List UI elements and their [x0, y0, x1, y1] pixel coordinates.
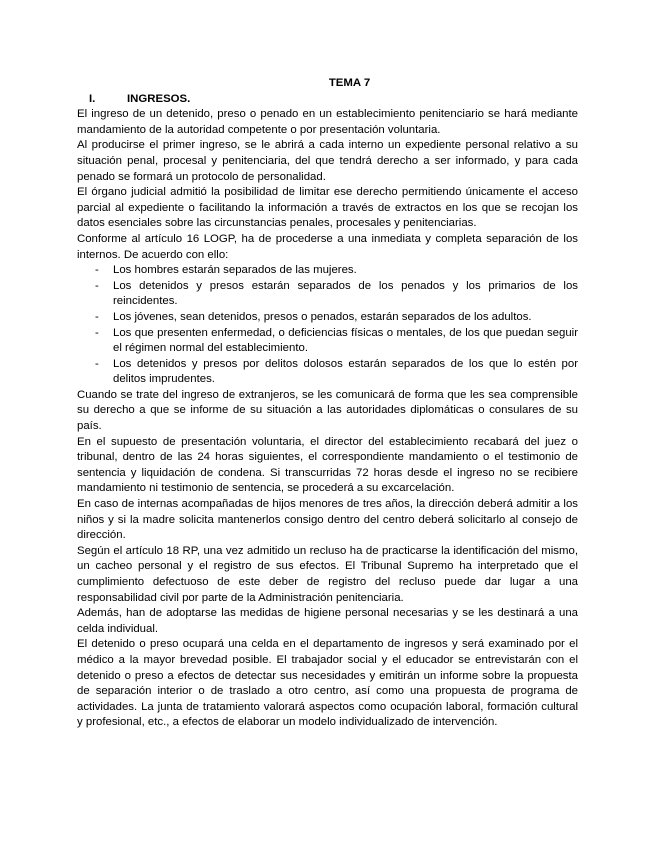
list-item-text: Los jóvenes, sean detenidos, presos o penados, estarán separados de los adultos.: [113, 310, 532, 323]
paragraph: El órgano judicial admitió la posibilidad de limitar ese derecho permitiendo únicamente el acceso parcial al expediente o facilitando la información a través de extractos en los que se recojan los datos esenciales sobre las circunstancias penales, procesales y penitenciarias.: [77, 186, 578, 230]
list-item: [77, 263, 578, 279]
paragraph: Según el artículo 18 RP, una vez admitido un recluso ha de practicarse la identificación del mismo, un cacheo personal y el registro de sus efectos. El Tribunal Supremo ha interpretado que el cumplimiento defectuoso de este deber de registro del recluso puede dar lugar a una responsabilidad civil por parte de la Administración penitenciaria.: [77, 544, 578, 604]
document-body: [77, 76, 578, 731]
section-number: I.: [89, 92, 96, 105]
section-label: INGRESOS.: [127, 92, 191, 105]
paragraph: El detenido o preso ocupará una celda en el departamento de ingresos y será examinado por el médico a la mayor brevedad posible. El trabajador social y el educador se entrevistarán con el detenido o preso a efectos de detectar sus necesidades y emitirán un informe sobre la propuesta de separación interior o de traslado a otro centro, así como una propuesta de programa de actividades. La junta de tratamiento valorará aspectos como ocupación laboral, formación cultural y profesional, etc., a efectos de elaborar un modelo individualizado de intervención.: [77, 638, 578, 729]
page-title: TEMA 7: [328, 77, 371, 89]
paragraph: Además, han de adoptarse las medidas de higiene personal necesarias y se les destinará a una celda individual.: [77, 607, 578, 635]
list-item-text: Los hombres estarán separados de las mujeres.: [113, 264, 357, 277]
dash-marker: -: [95, 357, 99, 370]
paragraph: Al producirse el primer ingreso, se le abrirá a cada interno un expediente personal relativo a su situación penal, procesal y penitenciaria, del que tendrá derecho a ser informado, y para cada penado se formará un protocolo de personalidad.: [77, 139, 578, 183]
list-item-text: Los que presenten enfermedad, o deficiencias físicas o mentales, de los que puedan seguir el régimen normal del establecimiento.: [113, 326, 578, 355]
section-heading: [77, 92, 578, 108]
paragraph: En caso de internas acompañadas de hijos menores de tres años, la dirección deberá admitir a los niños y si la madre solicita mantenerlos consigo dentro del centro deberá solicitarlo al consejo de dirección.: [77, 498, 578, 542]
paragraph: El ingreso de un detenido, preso o penado en un establecimiento penitenciario se hará mediante mandamiento de la autoridad competente o por presentación voluntaria.: [77, 108, 578, 136]
list-item: [77, 310, 578, 326]
dash-marker: -: [95, 279, 99, 292]
paragraph: Conforme al artículo 16 LOGP, ha de procederse a una inmediata y completa separación de los internos. De acuerdo con ello:: [77, 232, 578, 261]
paragraph: Cuando se trate del ingreso de extranjeros, se les comunicará de forma que les sea comprensible su derecho a que se informe de su situación a las autoridades diplomáticas o consulares de su país.: [77, 388, 578, 433]
list-item: [77, 279, 578, 310]
list-item-text: Los detenidos y presos por delitos dolosos estarán separados de los que lo estén por delitos imprudentes.: [113, 357, 578, 386]
list-item: [77, 326, 578, 357]
dash-marker: -: [95, 326, 99, 339]
list-item-text: Los detenidos y presos estarán separados de los penados y los primarios de los reincidentes.: [113, 279, 578, 308]
separation-list: [77, 263, 578, 388]
dash-marker: -: [95, 310, 99, 323]
paragraph: En el supuesto de presentación voluntaria, el director del establecimiento recabará del juez o tribunal, dentro de las 24 horas siguientes, el correspondiente mandamiento o el testimonio de sentencia y liquidación de condena. Si transcurridas 72 horas desde el ingreso no se recibiere mandamiento ni testimonio de sentencia, se procederá a su excarcelación.: [77, 435, 578, 495]
dash-marker: -: [95, 264, 99, 277]
list-item: [77, 357, 578, 388]
